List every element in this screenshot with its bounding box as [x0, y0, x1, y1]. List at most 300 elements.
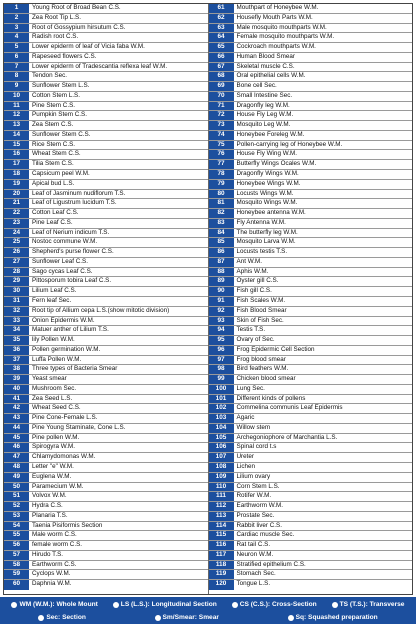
row-number: 105 — [209, 434, 234, 443]
table-row — [209, 209, 413, 219]
row-number: 18 — [4, 170, 29, 179]
row-number: 100 — [209, 385, 234, 394]
row-number: 73 — [209, 121, 234, 130]
table-row — [209, 483, 413, 493]
table-row — [209, 346, 413, 356]
specimen-name: Lilium Leaf C.S. — [32, 287, 77, 295]
table-row — [209, 219, 413, 229]
row-number: 17 — [4, 160, 29, 169]
specimen-name: Ureter — [236, 453, 254, 461]
row-number: 81 — [209, 199, 234, 208]
specimen-name: Rat tail C.S. — [236, 541, 271, 549]
table-row — [209, 561, 413, 571]
row-number: 45 — [4, 434, 29, 443]
row-number: 56 — [4, 541, 29, 550]
row-number: 78 — [209, 170, 234, 179]
row-number: 1 — [4, 4, 29, 13]
table-row — [4, 14, 208, 24]
specimen-name: Skeletal muscle C.S. — [236, 62, 295, 70]
table-row — [4, 483, 208, 493]
specimen-name: Zea Stem C.S. — [32, 121, 74, 129]
row-number: 50 — [4, 483, 29, 492]
legend-text: LS (L.S.): Longitudinal Section — [120, 601, 217, 608]
specimen-name: Onion Epidermis W.M. — [32, 316, 95, 324]
row-number: 112 — [209, 502, 234, 511]
specimen-name: Mosquito Leg W.M. — [236, 121, 291, 129]
row-number: 37 — [4, 356, 29, 365]
specimen-name: Volvox W.M. — [32, 492, 67, 500]
specimen-name: Rabbit liver C.S. — [236, 521, 282, 529]
table-row — [209, 570, 413, 580]
specimen-name: Stomach Sec. — [236, 570, 276, 578]
legend-text: Sm/Smear: Smear — [162, 614, 219, 621]
table-row — [4, 150, 208, 160]
row-number: 22 — [4, 209, 29, 218]
row-number: 30 — [4, 287, 29, 296]
specimen-name: Lung Sec. — [236, 384, 265, 392]
bullet-dot-icon — [232, 602, 238, 608]
legend-row-2 — [0, 611, 416, 624]
specimen-name: Female mosquito mouthparts W.M. — [236, 33, 335, 41]
legend-item — [113, 601, 217, 608]
specimen-name: Root tip of Allium cepa L.S.(show mitotic division) — [32, 306, 170, 314]
row-number: 93 — [209, 317, 234, 326]
table-row — [4, 82, 208, 92]
specimen-name: Cotton Leaf C.S. — [32, 209, 79, 217]
bullet-dot-icon — [38, 615, 44, 621]
row-number: 29 — [4, 277, 29, 286]
row-number: 14 — [4, 131, 29, 140]
specimen-name: Daphnia W.M. — [32, 580, 72, 588]
specimen-name: Pine Stem C.S. — [32, 101, 76, 109]
specimen-name: Lilium ovary — [236, 472, 271, 480]
specimen-name: House Fly Leg W.M. — [236, 111, 294, 119]
row-number: 5 — [4, 43, 29, 52]
specimen-name: Cardiac muscle Sec. — [236, 531, 295, 539]
specimen-name: Luffa Pollen W.M. — [32, 355, 82, 363]
legend-item — [288, 614, 378, 621]
specimen-name: Paramecium W.M. — [32, 482, 84, 490]
specimen-name: Pumpkin Stem C.S. — [32, 111, 87, 119]
row-number: 70 — [209, 92, 234, 101]
table-row — [4, 365, 208, 375]
table-row — [209, 404, 413, 414]
table-row — [4, 287, 208, 297]
specimen-name: Fish Scales W.M. — [236, 296, 286, 304]
specimen-name: Three types of Bacteria Smear — [32, 365, 118, 373]
row-number: 99 — [209, 375, 234, 384]
table-row — [4, 385, 208, 395]
specimen-name: Wheat Stem C.S. — [32, 150, 81, 158]
table-row — [209, 522, 413, 532]
row-number: 12 — [4, 111, 29, 120]
row-number: 76 — [209, 150, 234, 159]
table-row — [209, 531, 413, 541]
specimen-name: The butterfly leg W.M. — [236, 228, 298, 236]
row-number: 6 — [4, 53, 29, 62]
row-number: 52 — [4, 502, 29, 511]
row-number: 43 — [4, 414, 29, 423]
specimen-name: Agaric — [236, 414, 255, 422]
specimen-name: Zea Seed L.S. — [32, 394, 73, 402]
table-row — [209, 141, 413, 151]
table-row — [4, 502, 208, 512]
table-row — [209, 82, 413, 92]
row-number: 89 — [209, 277, 234, 286]
row-number: 77 — [209, 160, 234, 169]
table-row — [4, 375, 208, 385]
legend-item — [38, 614, 86, 621]
table-row — [209, 307, 413, 317]
row-number: 55 — [4, 531, 29, 540]
table-row — [4, 356, 208, 366]
specimen-name: Spirogyra W.M. — [32, 443, 76, 451]
table-row — [4, 414, 208, 424]
table-row — [209, 229, 413, 239]
specimen-name: Male worm C.S. — [32, 531, 77, 539]
table-row — [4, 434, 208, 444]
row-number: 67 — [209, 63, 234, 72]
specimen-name: Pine pollen W.M. — [32, 433, 80, 441]
table-row — [4, 4, 208, 14]
row-number: 36 — [4, 346, 29, 355]
table-row — [209, 453, 413, 463]
specimen-name: Sunflower Leaf C.S. — [32, 257, 89, 265]
specimen-name: Mouthpart of Honeybee W.M. — [236, 4, 319, 11]
table-row — [209, 43, 413, 53]
table-row — [4, 199, 208, 209]
legend-text: WM (W.M.): Whole Mount — [19, 601, 98, 608]
row-number: 24 — [4, 229, 29, 238]
specimen-name: Planaria T.S. — [32, 511, 68, 519]
specimen-name: Dragonfly leg W.M. — [236, 101, 290, 109]
table-row — [209, 248, 413, 258]
specimen-name: Leaf of Nerium indicum T.S. — [32, 228, 110, 236]
row-number: 95 — [209, 336, 234, 345]
specimen-name: Different kinds of pollens — [236, 394, 306, 402]
table-row — [4, 111, 208, 121]
row-number: 19 — [4, 180, 29, 189]
table-row — [209, 277, 413, 287]
row-number: 3 — [4, 24, 29, 33]
specimen-name: Hydra C.S. — [32, 502, 63, 510]
table-row — [209, 268, 413, 278]
specimen-name: Lichen — [236, 462, 256, 470]
table-row — [209, 180, 413, 190]
table-row — [4, 473, 208, 483]
table-row — [209, 160, 413, 170]
row-number: 54 — [4, 522, 29, 531]
bullet-dot-icon — [113, 602, 119, 608]
specimen-name: Male mosquito mouthparts W.M. — [236, 23, 327, 31]
abbreviation-legend — [0, 597, 416, 624]
row-number: 57 — [4, 551, 29, 560]
table-row — [209, 317, 413, 327]
row-number: 111 — [209, 492, 234, 501]
table-row — [4, 238, 208, 248]
specimen-name: Sunflower Stem C.S. — [32, 130, 91, 138]
row-number: 119 — [209, 570, 234, 579]
specimen-name: Tilia Stem C.S. — [32, 160, 74, 168]
table-row — [4, 121, 208, 131]
specimen-name: Chlamydomonas W.M. — [32, 453, 96, 461]
table-row — [209, 4, 413, 14]
table-row — [4, 492, 208, 502]
specimen-name: Letter "e" W.M. — [32, 462, 74, 470]
specimen-name: Ovary of Sec. — [236, 336, 275, 344]
left-column — [4, 4, 208, 594]
table-row — [4, 102, 208, 112]
row-number: 98 — [209, 365, 234, 374]
specimen-name: Pine Leaf C.S. — [32, 218, 73, 226]
row-number: 82 — [209, 209, 234, 218]
table-row — [4, 43, 208, 53]
specimen-name: Leaf of Ligustrum lucidum T.S. — [32, 199, 117, 207]
specimen-name: Aphis W.M. — [236, 267, 269, 275]
specimen-name: female worm C.S. — [32, 541, 83, 549]
specimen-name: Ant W.M. — [236, 257, 263, 265]
specimen-name: Spinal cord t.s — [236, 443, 277, 451]
bullet-dot-icon — [288, 615, 294, 621]
row-number: 68 — [209, 72, 234, 81]
specimen-name: Fly Antenna W.M. — [236, 218, 286, 226]
table-row — [4, 258, 208, 268]
row-number: 11 — [4, 102, 29, 111]
specimen-name: Bone cell Sec. — [236, 82, 277, 90]
specimen-name: Rice Stem C.S. — [32, 140, 76, 148]
specimen-name: Earthworm C.S. — [32, 560, 77, 568]
legend-item — [232, 601, 317, 608]
table-row — [4, 463, 208, 473]
table-row — [4, 570, 208, 580]
row-number: 34 — [4, 326, 29, 335]
row-number: 9 — [4, 82, 29, 91]
specimen-name: Butterfly Wings Ocales W.M. — [236, 160, 317, 168]
table-row — [4, 561, 208, 571]
specimen-name: Mushroom Sec. — [32, 384, 77, 392]
row-number: 117 — [209, 551, 234, 560]
legend-item — [155, 614, 219, 621]
specimen-name: Pollen-carrying leg of Honeybee W.M. — [236, 140, 343, 148]
table-row — [4, 346, 208, 356]
table-row — [209, 150, 413, 160]
specimen-name: House Fly Wing W.M. — [236, 150, 298, 158]
row-number: 110 — [209, 483, 234, 492]
row-number: 97 — [209, 356, 234, 365]
table-row — [209, 395, 413, 405]
specimen-name: Tendon Sec. — [32, 72, 68, 80]
table-row — [209, 287, 413, 297]
table-row — [209, 53, 413, 63]
table-row — [209, 33, 413, 43]
specimen-name: Pine Cone-Female L.S. — [32, 414, 98, 422]
table-row — [209, 199, 413, 209]
specimen-name: Prostate Sec. — [236, 511, 275, 519]
row-number: 44 — [4, 424, 29, 433]
row-number: 74 — [209, 131, 234, 140]
row-number: 69 — [209, 82, 234, 91]
row-number: 53 — [4, 512, 29, 521]
row-number: 32 — [4, 307, 29, 316]
row-number: 23 — [4, 219, 29, 228]
table-row — [4, 522, 208, 532]
table-row — [209, 385, 413, 395]
row-number: 108 — [209, 463, 234, 472]
table-row — [4, 531, 208, 541]
row-number: 2 — [4, 14, 29, 23]
legend-item — [11, 601, 97, 608]
row-number: 90 — [209, 287, 234, 296]
row-number: 38 — [4, 365, 29, 374]
specimen-name: Willow stem — [236, 423, 271, 431]
table-row — [4, 170, 208, 180]
specimen-name: Honeybee Wings W.M. — [236, 179, 301, 187]
table-row — [209, 238, 413, 248]
row-number: 21 — [4, 199, 29, 208]
specimen-name: Locusts Wings W.M. — [236, 189, 294, 197]
specimen-name: Tongue L.S. — [236, 580, 271, 588]
table-row — [4, 190, 208, 200]
legend-row-1 — [0, 598, 416, 611]
table-row — [4, 317, 208, 327]
specimen-name: Chicken blood smear — [236, 375, 296, 383]
table-row — [209, 131, 413, 141]
specimen-name: Euglena W.M. — [32, 472, 72, 480]
row-number: 7 — [4, 63, 29, 72]
specimen-name: Mosquito Larva W.M. — [236, 238, 296, 246]
table-row — [209, 121, 413, 131]
row-number: 88 — [209, 268, 234, 277]
specimen-name: Shepherd's purse flower C.S. — [32, 248, 114, 256]
specimen-name: Fern leaf Sec. — [32, 296, 72, 304]
table-row — [4, 541, 208, 551]
table-row — [209, 365, 413, 375]
row-number: 118 — [209, 561, 234, 570]
specimen-name: Honeybee Foreleg W.M. — [236, 130, 305, 138]
table-row — [209, 356, 413, 366]
row-number: 94 — [209, 326, 234, 335]
row-number: 59 — [4, 570, 29, 579]
table-row — [209, 336, 413, 346]
specimen-name: Young Root of Broad Bean C.S. — [32, 4, 121, 11]
table-row — [4, 53, 208, 63]
specimen-name: Housefly Mouth Parts W.M. — [236, 13, 313, 21]
row-number: 120 — [209, 580, 234, 590]
row-number: 113 — [209, 512, 234, 521]
specimen-name: Nostoc commune W.M. — [32, 238, 98, 246]
specimen-name: Honeybee antenna W.M. — [236, 209, 306, 217]
table-row — [4, 24, 208, 34]
row-number: 27 — [4, 258, 29, 267]
table-row — [4, 307, 208, 317]
table-row — [4, 424, 208, 434]
row-number: 80 — [209, 190, 234, 199]
row-number: 79 — [209, 180, 234, 189]
row-number: 47 — [4, 453, 29, 462]
table-row — [4, 141, 208, 151]
table-row — [209, 258, 413, 268]
table-row — [209, 463, 413, 473]
row-number: 114 — [209, 522, 234, 531]
specimen-name: Corn Stem L.S. — [236, 482, 280, 490]
row-number: 33 — [4, 317, 29, 326]
table-row — [4, 443, 208, 453]
table-row — [209, 102, 413, 112]
specimen-name: Capsicum peel W.M. — [32, 170, 90, 178]
specimen-name: Matuer anther of Lilium T.S. — [32, 326, 109, 334]
row-number: 92 — [209, 307, 234, 316]
row-number: 83 — [209, 219, 234, 228]
table-row — [4, 512, 208, 522]
table-row — [4, 131, 208, 141]
table-row — [209, 551, 413, 561]
row-number: 64 — [209, 33, 234, 42]
row-number: 104 — [209, 424, 234, 433]
legend-text: Sec: Section — [46, 614, 86, 621]
row-number: 4 — [4, 33, 29, 42]
specimen-name: Fish gill C.S. — [236, 287, 272, 295]
table-row — [209, 414, 413, 424]
table-row — [4, 160, 208, 170]
legend-text: Sq: Squashed preparation — [295, 614, 378, 621]
table-row — [209, 424, 413, 434]
bullet-dot-icon — [11, 602, 17, 608]
specimen-name: Pittosporum tobira Leaf C.S. — [32, 277, 112, 285]
table-row — [209, 541, 413, 551]
row-number: 61 — [209, 4, 234, 13]
table-row — [4, 297, 208, 307]
specimen-name: Sunflower Stem L.S. — [32, 82, 90, 90]
row-number: 84 — [209, 229, 234, 238]
row-number: 109 — [209, 473, 234, 482]
row-number: 102 — [209, 404, 234, 413]
table-row — [209, 375, 413, 385]
row-number: 49 — [4, 473, 29, 482]
row-number: 101 — [209, 395, 234, 404]
specimen-name: Cotton Stem L.S. — [32, 91, 80, 99]
table-row — [209, 190, 413, 200]
specimen-name: Rapeseed flowers C.S. — [32, 52, 97, 60]
row-number: 71 — [209, 102, 234, 111]
table-row — [4, 395, 208, 405]
legend-item — [332, 601, 405, 608]
specimen-name: Fish Blood Smear — [236, 306, 287, 314]
specimen-name: Cyclops W.M. — [32, 570, 71, 578]
table-row — [4, 248, 208, 258]
specimen-name: Root of Gossypium hirsutum C.S. — [32, 23, 126, 31]
specimen-name: Rotifer W.M. — [236, 492, 272, 500]
row-number: 65 — [209, 43, 234, 52]
row-number: 48 — [4, 463, 29, 472]
specimen-name: Commelina communis Leaf Epidermis — [236, 404, 343, 412]
specimen-name: Stratified epithelium C.S. — [236, 560, 306, 568]
specimen-name: Frog Epidermic Cell Section — [236, 345, 315, 353]
row-number: 46 — [4, 443, 29, 452]
table-row — [209, 297, 413, 307]
row-number: 87 — [209, 258, 234, 267]
row-number: 66 — [209, 53, 234, 62]
row-number: 63 — [209, 24, 234, 33]
legend-text: CS (C.S.): Cross-Section — [239, 601, 317, 608]
specimen-name: Dragonfly Wings W.M. — [236, 170, 299, 178]
table-row — [209, 512, 413, 522]
table-row — [4, 336, 208, 346]
specimen-name: Leaf of Jasminum nudiflorum T.S. — [32, 189, 126, 197]
specimen-name: Sago cycas Leaf C.S. — [32, 267, 93, 275]
row-number: 96 — [209, 346, 234, 355]
bullet-dot-icon — [155, 615, 161, 621]
table-row — [4, 453, 208, 463]
